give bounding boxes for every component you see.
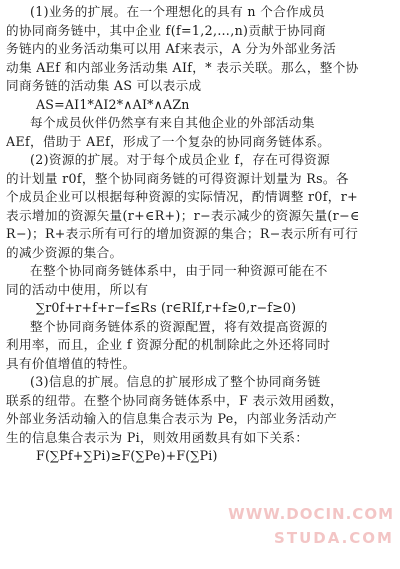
text-line: 同的活动中使用，所以有: [6, 281, 149, 297]
document-body: [6, 3, 394, 466]
text-line: 的减少资源的集合。: [6, 244, 123, 260]
text-line: 同商务链的活动集 AS 可以表示成: [6, 78, 202, 93]
text-line: 的计划量 r0f，整个协同商务链的可得资源计划量为 Rs。各: [6, 170, 349, 186]
text-line: 在整个协同商务链体系中，由于同一种资源可能在不: [30, 263, 328, 278]
text-line: 外部业务活动输入的信息集合表示为 Pe，内部业务活动产: [6, 411, 338, 426]
text-line: 利用率，而且，企业 f 资源分配的机制除此之外还将同时: [6, 337, 331, 352]
text-line: 个成员企业可以根据每种资源的实际情况，酌情调整 r0f，r+: [6, 189, 359, 204]
watermark-line-1: WWW.DOCIN.COM: [228, 505, 394, 523]
formula-resource-constraint: ∑r0f+r+f+r−f≤Rs (r∈RIf,r+f≥0,r−f≥0): [36, 300, 297, 315]
text-line: (2)资源的扩展。对于每个成员企业 f，存在可得资源: [30, 152, 331, 167]
text-line: 具有价值增值的特性。: [6, 355, 136, 371]
text-line: R−)；R+表示所有可行的增加资源的集合；R−表示所有可行: [6, 226, 359, 241]
text-line: 的协同商务链中，其中企业 f(f=1,2,…,n)贡献于协同商: [6, 22, 326, 38]
text-line: 表示增加的资源矢量(r+∈R+)；r−表示减少的资源矢量(r−∈: [6, 207, 360, 223]
text-line: 动集 AEf 和内部业务活动集 AIf，* 表示关联。那么，整个协: [6, 59, 359, 75]
text-line: (3)信息的扩展。信息的扩展形成了整个协同商务链: [30, 374, 321, 389]
text-line: 每个成员伙伴仍然享有来自其他企业的外部活动集: [30, 115, 315, 130]
site-watermark: [228, 505, 394, 547]
watermark-line-2: STUDA.COM: [274, 529, 394, 547]
text-line: (1)业务的扩展。在一个理想化的具有 n 个合作成员: [30, 4, 325, 19]
text-line: 生的信息集合表示为 Pi，则效用函数具有如下关系：: [6, 429, 309, 445]
text-line: 联系的纽带。在整个协同商务链体系中，F 表示效用函数，: [6, 392, 344, 408]
text-line: AEf，借助于 AEf，形成了一个复杂的协同商务链体系。: [6, 133, 331, 149]
text-line: 务链内的业务活动集可以用 Af来表示，A 分为外部业务活: [6, 41, 337, 56]
formula-activity-set: AS=AI1*AI2*∧AI*∧AZn: [36, 96, 190, 112]
formula-utility: F(∑Pf+∑Pi)≥F(∑Pe)+F(∑Pi): [36, 448, 218, 463]
text-line: 整个协同商务链体系的资源配置，将有效提高资源的: [30, 318, 328, 334]
